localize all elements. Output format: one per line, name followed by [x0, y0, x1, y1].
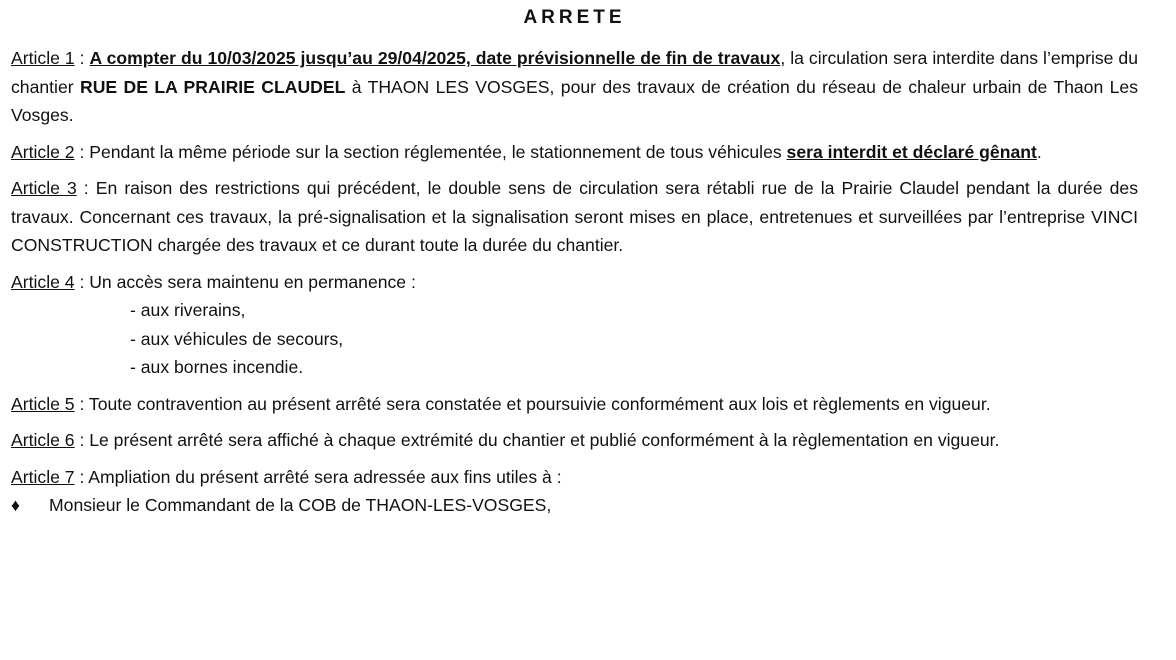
article-4 — [11, 268, 1138, 297]
article-1-label: Article 1 — [11, 48, 75, 68]
article-1-text: , la circulation sera interdite dans l’emprise du chantier — [11, 48, 1138, 97]
article-1-text-end: à THAON LES VOSGES, pour des travaux de création du réseau de chaleur urbain de Thaon Les Vosges. — [11, 76, 1138, 125]
article-5 — [11, 390, 1138, 419]
article-1-street: RUE DE LA PRAIRIE CLAUDEL — [79, 76, 346, 97]
article-6-text: : Le présent arrêté sera affiché à chaque extrémité du chantier et publié conformément à la règlementation en vigueur. — [74, 430, 1000, 450]
list-item: - aux riverains, — [130, 300, 246, 320]
article-3 — [11, 174, 1138, 260]
article-7-text: : Ampliation du présent arrêté sera adressée aux fins utiles à : — [74, 466, 562, 487]
article-2-end: . — [1036, 141, 1042, 162]
article-2-text: : Pendant la même période sur la section réglementée, le stationnement de tous véhicules — [74, 141, 787, 162]
list-item: - aux bornes incendie. — [130, 357, 304, 377]
article-5-text: : Toute contravention au présent arrêté sera constatée et poursuivie conformément aux lois et règlements en vigueur. — [74, 393, 991, 414]
article-7 — [11, 463, 1138, 492]
document-title: ARRETE — [523, 7, 626, 28]
article-4-list — [11, 296, 1138, 382]
recipient-text: Monsieur le Commandant de la COB de THAON-LES-VOSGES, — [49, 495, 552, 515]
article-1-separator: : — [74, 48, 90, 68]
list-item: - aux véhicules de secours, — [130, 328, 344, 349]
article-5-label: Article 5 — [11, 393, 75, 414]
article-4-text: : Un accès sera maintenu en permanence : — [74, 271, 416, 292]
article-3-text: : En raison des restrictions qui précédent, le double sens de circulation sera rétabli rue de la Prairie Claudel pendant la durée des travaux. Concernant ces travaux, la pré-signalisation et la signalisation seront mises en place, entretenues et surveillées par l’entreprise VINCI CONSTRUCTION chargée des travaux et ce durant toute la durée du chantier. — [11, 178, 1138, 255]
diamond-bullet-icon: ♦ — [11, 495, 20, 515]
article-1 — [11, 44, 1138, 130]
article-3-label: Article 3 — [11, 178, 77, 198]
article-6-label: Article 6 — [11, 430, 75, 450]
article-6 — [11, 426, 1138, 455]
article-7-label: Article 7 — [11, 466, 75, 487]
article-2-label: Article 2 — [11, 141, 75, 162]
article-4-label: Article 4 — [11, 271, 75, 292]
article-2-emphasis: sera interdit et déclaré gênant — [786, 141, 1037, 162]
article-2 — [11, 138, 1138, 167]
recipient-item — [11, 491, 1138, 520]
article-1-dates: A compter du 10/03/2025 jusqu’au 29/04/2025, date prévisionnelle de fin de travaux — [89, 48, 781, 68]
